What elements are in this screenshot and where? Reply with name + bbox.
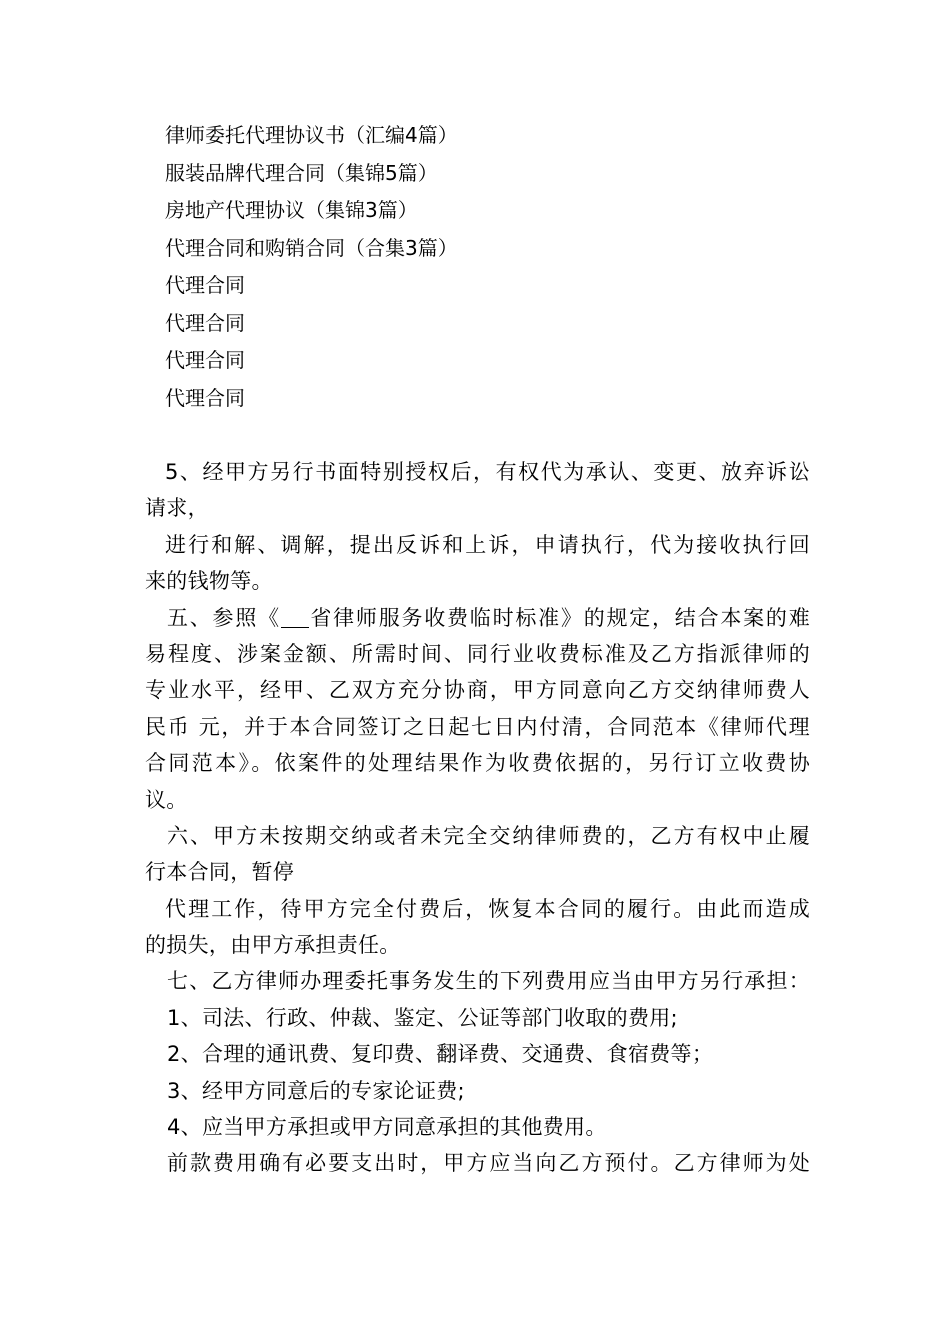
paragraph-line: 前款费用确有必要支出时，甲方应当向乙方预付。乙方律师为处 bbox=[167, 1151, 810, 1176]
paragraph-line: 合同范本》。依案件的处理结果作为收费依据的，另行订立收费协 bbox=[145, 751, 810, 776]
paragraph-line: 行本合同，暂停 bbox=[145, 860, 295, 885]
related-link[interactable]: 代理合同 bbox=[165, 348, 245, 372]
blank-underline bbox=[281, 605, 309, 628]
paragraph-line: 请求， bbox=[145, 496, 209, 521]
paragraph-line: 1、司法、行政、仲裁、鉴定、公证等部门收取的费用; bbox=[167, 1005, 678, 1030]
related-link[interactable]: 律师委托代理协议书（汇编4篇） bbox=[165, 123, 458, 147]
paragraph-line: 民币 元，并于本合同签订之日起七日内付清，合同范本《律师代理 bbox=[145, 714, 810, 739]
paragraph-line: 来的钱物等。 bbox=[145, 569, 273, 594]
paragraph-line: 的损失，由甲方承担责任。 bbox=[145, 933, 401, 958]
paragraph-line: 3、经甲方同意后的专家论证费; bbox=[167, 1078, 465, 1103]
paragraph-line-start: 五、参照《 bbox=[167, 605, 281, 630]
paragraph-line bbox=[145, 600, 810, 636]
paragraph-line: 进行和解、调解，提出反诉和上诉，申请执行，代为接收执行回 bbox=[165, 532, 810, 557]
paragraph-line: 代理工作，待甲方完全付费后，恢复本合同的履行。由此而造成 bbox=[165, 896, 810, 921]
paragraph-line: 2、合理的通讯费、复印费、翻译费、交通费、食宿费等； bbox=[167, 1042, 714, 1067]
paragraph-line: 易程度、涉案金额、所需时间、同行业收费标准及乙方指派律师的 bbox=[145, 641, 810, 666]
paragraph-line: 5、经甲方另行书面特别授权后，有权代为承认、变更、放弃诉讼 bbox=[165, 460, 810, 484]
related-link[interactable]: 服装品牌代理合同（集锦5篇） bbox=[165, 160, 438, 185]
related-link[interactable]: 代理合同 bbox=[165, 310, 245, 335]
paragraph-line: 4、应当甲方承担或甲方同意承担的其他费用。 bbox=[167, 1115, 607, 1140]
contract-body-text bbox=[145, 454, 810, 1182]
related-link[interactable]: 代理合同和购销合同（合集3篇） bbox=[165, 235, 458, 260]
paragraph-line: 六、甲方未按期交纳或者未完全交纳律师费的，乙方有权中止履 bbox=[167, 823, 810, 848]
related-link[interactable]: 代理合同 bbox=[165, 385, 245, 410]
related-link[interactable]: 代理合同 bbox=[165, 273, 245, 297]
paragraph-line-end: 省律师服务收费临时标准》的规定，结合本案的难 bbox=[308, 605, 810, 630]
related-links-list bbox=[165, 117, 458, 417]
related-link[interactable]: 房地产代理协议（集锦3篇） bbox=[165, 198, 418, 222]
paragraph-line: 七、乙方律师办理委托事务发生的下列费用应当由甲方另行承担： bbox=[167, 969, 810, 994]
paragraph-line: 专业水平，经甲、乙双方充分协商，甲方同意向乙方交纳律师费人 bbox=[145, 678, 810, 703]
paragraph-line: 议。 bbox=[145, 787, 188, 812]
